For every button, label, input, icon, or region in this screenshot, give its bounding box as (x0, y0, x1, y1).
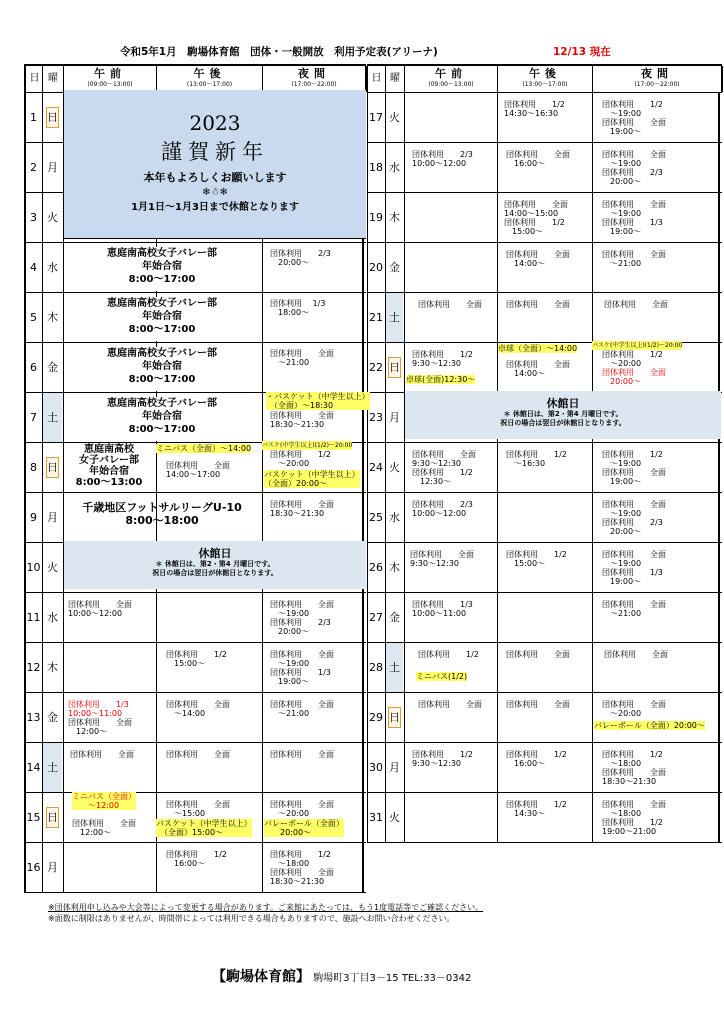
camp-title: 恵庭南高校女子バレー部 (107, 348, 217, 359)
slot-text: 団体利用 全面 14:00～ (506, 250, 570, 268)
weekday: 金 (385, 243, 403, 292)
new-year-banner (63, 90, 366, 239)
camp-block (64, 444, 154, 490)
camp-sub: 年始合宿 (142, 311, 182, 322)
weekday: 水 (42, 243, 62, 292)
facility-address: 駒場町3丁目3－15 (313, 973, 399, 984)
slot-text: 団体利用 全面 14:00～ (506, 360, 570, 378)
slot-text: ミニバス（全面） ～12:00 (72, 792, 136, 810)
day-number: 14 (24, 743, 41, 792)
camp-block (64, 247, 260, 291)
day-number: 25 (367, 493, 384, 542)
weekday: 土 (42, 393, 62, 442)
slot-text: 団体利用 全面 ～19:00 団体利用 2/3 20:00～ (602, 150, 666, 186)
facility-name: 【駒場体育館】 (212, 969, 310, 985)
day-number: 1 (24, 93, 41, 142)
day-number: 9 (24, 493, 41, 542)
slot-text: 団体利用 全面 ～21:00 (602, 250, 666, 268)
slot-text: ミニバス(1/2) (416, 672, 468, 681)
weekday: 月 (385, 743, 403, 792)
slot-morning (63, 643, 155, 692)
weekday: 水 (385, 493, 403, 542)
header-weekday: 曜 (385, 66, 404, 92)
slot-text: 団体利用 1/2 14:30～ (506, 800, 567, 818)
new-year-wish: 本年もよろしくお願いします (143, 171, 287, 184)
slot-text: 団体利用 全面 ～19:00 団体利用 2/3 20:00～ (602, 500, 666, 536)
slot-text: 団体利用 全面 ～14:00 (166, 700, 230, 718)
futsal-title: 千歳地区フットサルリーグU-10 (82, 501, 242, 514)
camp-title: 恵庭南高校女子バレー部 (107, 398, 217, 409)
header-night: 夜間 (17:00～22:00) (592, 66, 723, 92)
slot-text: 団体利用 全面 ～18:00 団体利用 1/2 19:00～21:00 (602, 800, 666, 836)
slot-morning (63, 843, 155, 892)
new-year-closed-notice: 1月1日～1月3日まで休館となります (131, 202, 299, 213)
slot-text: 団体利用 1/2 15:00～ (166, 650, 227, 668)
futsal-block (64, 501, 260, 541)
facility-tel: TEL:33－0342 (401, 973, 472, 984)
slot-text: 団体利用 2/3 20:00～ (270, 249, 331, 267)
page-title (0, 44, 724, 60)
camp-block (64, 397, 260, 441)
slot-text: 団体利用 1/2 ～20:00 (270, 450, 331, 468)
slot-text: 団体利用 全面 ～20:00 (270, 800, 334, 818)
day-number: 23 (367, 393, 384, 442)
day-number: 27 (367, 593, 384, 642)
day-number: 26 (367, 543, 384, 592)
table-header (24, 64, 366, 93)
day-number: 31 (367, 793, 384, 842)
header-weekday: 曜 (42, 66, 63, 92)
slot-text: 団体利用 全面 18:30～21:30 (270, 411, 334, 429)
day-number: 30 (367, 743, 384, 792)
slot-text: 団体利用 全面 10:00～12:00 (68, 600, 132, 618)
day-number: 3 (24, 193, 41, 242)
slot-text: 団体利用 全面 (506, 700, 570, 709)
closed-text: 祝日の場合は翌日が休館日となります。 (500, 419, 626, 427)
camp-sub: 年始合宿 (142, 261, 182, 272)
slot-text: 団体利用 全面 (418, 700, 482, 709)
block-text: 恵庭南高校 (84, 444, 134, 455)
weekday: 金 (385, 593, 403, 642)
table-header (367, 64, 722, 93)
slot-text: 団体利用 全面 16:00～ (506, 150, 570, 168)
slot-text: 団体利用 1/2 ～18:00 団体利用 全面 18:30～21:30 (602, 750, 666, 786)
day-number: 5 (24, 293, 41, 342)
slot-text: 団体利用 全面 (270, 750, 334, 759)
slot-text: バスケ(中学生以上)(1/2)～20:00 (592, 342, 683, 349)
weekday: 月 (42, 493, 62, 542)
day-number: 28 (367, 643, 384, 692)
slot-text: 団体利用 1/3 10:00～11:00 (68, 700, 129, 718)
slot-text: 団体利用 全面 ～21:00 (602, 600, 666, 618)
weekday: 水 (42, 593, 62, 642)
day-number: 20 (367, 243, 384, 292)
weekday: 土 (385, 293, 403, 342)
slot-text: 団体利用 全面 14:00～17:00 (166, 461, 230, 479)
slot-text: 団体利用 全面 ～19:00 団体利用 1/3 19:00～ (602, 200, 666, 236)
weekday: 月 (42, 843, 62, 892)
block-text: 女子バレー部 (79, 455, 139, 466)
slot-text: 団体利用 1/2 16:00～ (166, 850, 227, 868)
camp-time: 8:00～17:00 (128, 374, 196, 385)
slot-text: 団体利用 全面 (506, 650, 570, 659)
closed-text: 休館日 (198, 547, 232, 560)
weekday: 火 (385, 443, 403, 492)
slot-text: 団体利用 1/2 ～16:30 (506, 450, 567, 468)
slot-text: 団体利用 全面 ～20:00 (602, 700, 666, 718)
slot-text: 団体利用 2/3 10:00～12:00 (412, 500, 473, 518)
slot-text: 団体利用 全面 18:30～21:30 (270, 500, 334, 518)
slot-text: 団体利用 全面 ～21:00 (270, 700, 334, 718)
header-morning: 午前 (09:00～13:00) (404, 66, 497, 92)
day-number: 11 (24, 593, 41, 642)
weekday: 日 (385, 343, 403, 392)
slot-text: 団体利用 1/2 9:30～12:30 (412, 750, 473, 768)
camp-block (64, 347, 260, 391)
slot-text: 団体利用 1/2 ～19:00 団体利用 全面 19:00～ (602, 450, 666, 486)
slot-text: 団体利用 全面 12:00～ (68, 718, 132, 736)
header-afternoon: 午後 (13:00～17:00) (156, 66, 262, 92)
weekday: 金 (42, 343, 62, 392)
day-number: 18 (367, 143, 384, 192)
weekday: 土 (385, 643, 403, 692)
weekday: 日 (42, 93, 62, 142)
slot-text: バスケット（中学生以上） （全面）15:00～ (156, 819, 252, 837)
weekday: 木 (385, 543, 403, 592)
new-year-year: 2023 (189, 111, 241, 135)
camp-title: 恵庭南高校女子バレー部 (107, 248, 217, 259)
day-number: 2 (24, 143, 41, 192)
closed-day-block (405, 391, 721, 439)
slot-text: 団体利用 1/3 18:00～ (270, 299, 326, 317)
weekday: 火 (385, 93, 403, 142)
camp-time: 8:00～17:00 (128, 274, 196, 285)
closed-text: 休館日 (546, 397, 580, 410)
slot-text: 団体利用 全面 (506, 300, 570, 309)
slot-text: 団体利用 1/2 ～19:00 団体利用 全面 19:00～ (602, 100, 666, 136)
snowman-icon: ❄☃❄ (202, 187, 228, 198)
day-number: 6 (24, 343, 41, 392)
weekday: 木 (42, 643, 62, 692)
closed-day-block (64, 541, 366, 589)
camp-time: 8:00～17:00 (128, 424, 196, 435)
block-text: 8:00～13:00 (75, 477, 143, 488)
slot-text: 団体利用 1/2 ～18:00 団体利用 全面 18:30～21:30 (270, 850, 334, 886)
weekday: 日 (42, 793, 62, 842)
slot-text: バレーボール（全面）20:00～ (594, 721, 705, 730)
day-number: 8 (24, 443, 41, 492)
slot-text: バスケ(中学生以上)(1/2)～20:00 (262, 442, 353, 449)
slot-text: 団体利用 全面 20:00～ (602, 368, 666, 386)
slot-text: バスケット（中学生以上） （全面）20:00～ (264, 470, 360, 488)
day-number: 19 (367, 193, 384, 242)
slot-text: 団体利用 全面 ～19:00 団体利用 2/3 20:00～ (270, 600, 334, 636)
weekday: 日 (42, 443, 62, 492)
slot-morning (404, 793, 496, 842)
camp-title: 恵庭南高校女子バレー部 (107, 298, 217, 309)
note-1: ※団体利用申し込みや大会等によって変更する場合があります。ご来館にあたっては、もう1度電話等でご確認ください。 (48, 903, 484, 912)
weekday: 日 (385, 693, 403, 742)
camp-sub: 年始合宿 (142, 361, 182, 372)
day-number: 12 (24, 643, 41, 692)
day-number: 10 (24, 543, 41, 592)
slot-afternoon (497, 493, 591, 542)
header-afternoon: 午後 (13:00～17:00) (497, 66, 592, 92)
slot-text: 卓球(全面)12:30～ (406, 375, 476, 384)
header-morning: 午前 (09:00～13:00) (63, 66, 156, 92)
day-number: 13 (24, 693, 41, 742)
slot-text: 団体利用 1/3 10:00～11:00 (412, 600, 473, 618)
slot-text: 団体利用 全面 (418, 300, 482, 309)
slot-text: バレーボール（全面） 20:00～ (264, 819, 344, 837)
slot-text: 団体利用 1/2 9:30～12:30 (412, 350, 473, 368)
slot-text: 団体利用 全面 (166, 750, 230, 759)
slot-text: 団体利用 1/2 14:30～16:30 (504, 100, 565, 118)
slot-text: 団体利用 全面 (70, 750, 134, 759)
slot-text: 団体利用 1/2 ～20:00 (602, 350, 663, 368)
slot-text: ミニバス（全面）～14:00 (156, 444, 252, 453)
as-of-date: 12/13 現在 (553, 46, 611, 58)
slot-text: 団体利用 1/2 16:00～ (506, 750, 567, 768)
weekday: 火 (385, 793, 403, 842)
day-number: 4 (24, 243, 41, 292)
slot-text: ・バスケット（中学生以上） （全面）～18:30 (266, 392, 370, 410)
slot-text: 団体利用 全面 ～19:00 団体利用 1/3 19:00～ (602, 550, 666, 586)
closed-text: ＊ 休館日は、第2・第4 月曜日です。 (155, 560, 275, 568)
weekday: 月 (385, 393, 403, 442)
header-night: 夜間 (17:00～22:00) (262, 66, 367, 92)
slot-text: 団体利用 全面 (604, 650, 668, 659)
weekday: 木 (385, 193, 403, 242)
day-number: 7 (24, 393, 41, 442)
slot-text: 団体利用 全面 12:00～ (72, 819, 136, 837)
weekday: 金 (42, 693, 62, 742)
weekday: 月 (42, 143, 62, 192)
slot-afternoon (497, 593, 591, 642)
new-year-greeting: 謹賀新年 (161, 140, 269, 164)
slot-text: 卓球（全面）～14:00 (498, 344, 578, 353)
note-2: ※面数に制限はありませんが、時間帯によっては利用できる場合もありますので、施設へお問い合わせください。 (48, 914, 455, 923)
weekday: 土 (42, 743, 62, 792)
day-number: 15 (24, 793, 41, 842)
header-day: 日 (24, 66, 43, 92)
slot-text: 団体利用 全面 ～21:00 (270, 349, 334, 367)
slot-text: 団体利用 全面 14:00～15:00 団体利用 1/2 15:00～ (504, 200, 568, 236)
camp-block (64, 297, 260, 341)
block-text: 年始合宿 (89, 466, 129, 477)
day-number: 29 (367, 693, 384, 742)
slot-text: 団体利用 全面 ～15:00 (166, 800, 230, 818)
slot-afternoon (156, 593, 261, 642)
slot-text: 団体利用 全面 9:30～12:30 (410, 550, 474, 568)
slot-text: 団体利用 1/2 (418, 650, 479, 659)
weekday: 火 (42, 543, 62, 592)
slot-morning (404, 193, 496, 242)
day-number: 24 (367, 443, 384, 492)
day-number: 17 (367, 93, 384, 142)
weekday: 火 (42, 193, 62, 242)
weekday: 水 (385, 143, 403, 192)
camp-sub: 年始合宿 (142, 411, 182, 422)
slot-text: 団体利用 1/2 15:00～ (506, 550, 567, 568)
closed-text: 祝日の場合は翌日が休館日となります。 (152, 569, 278, 577)
closed-text: ＊ 休館日は、第2・第4 月曜日です。 (503, 410, 623, 418)
futsal-time: 8:00～18:00 (125, 514, 199, 527)
slot-text: 団体利用 全面 (604, 300, 668, 309)
slot-text: 団体利用 全面 ～19:00 団体利用 1/3 19:00～ (270, 650, 334, 686)
footer (212, 966, 471, 986)
slot-text: 団体利用 2/3 10:00～12:00 (412, 150, 473, 168)
slot-text: 団体利用 全面 9:30～12:30 団体利用 1/2 12:30～ (412, 450, 476, 486)
slot-morning (404, 243, 496, 292)
header-day: 日 (367, 66, 385, 92)
schedule-title: 令和5年1月 駒場体育館 団体・一般開放 利用予定表(アリーナ) (120, 46, 438, 58)
day-number: 21 (367, 293, 384, 342)
day-number: 22 (367, 343, 384, 392)
day-number: 16 (24, 843, 41, 892)
weekday: 木 (42, 293, 62, 342)
slot-morning (404, 93, 496, 142)
camp-time: 8:00～17:00 (128, 324, 196, 335)
notes (48, 902, 483, 924)
